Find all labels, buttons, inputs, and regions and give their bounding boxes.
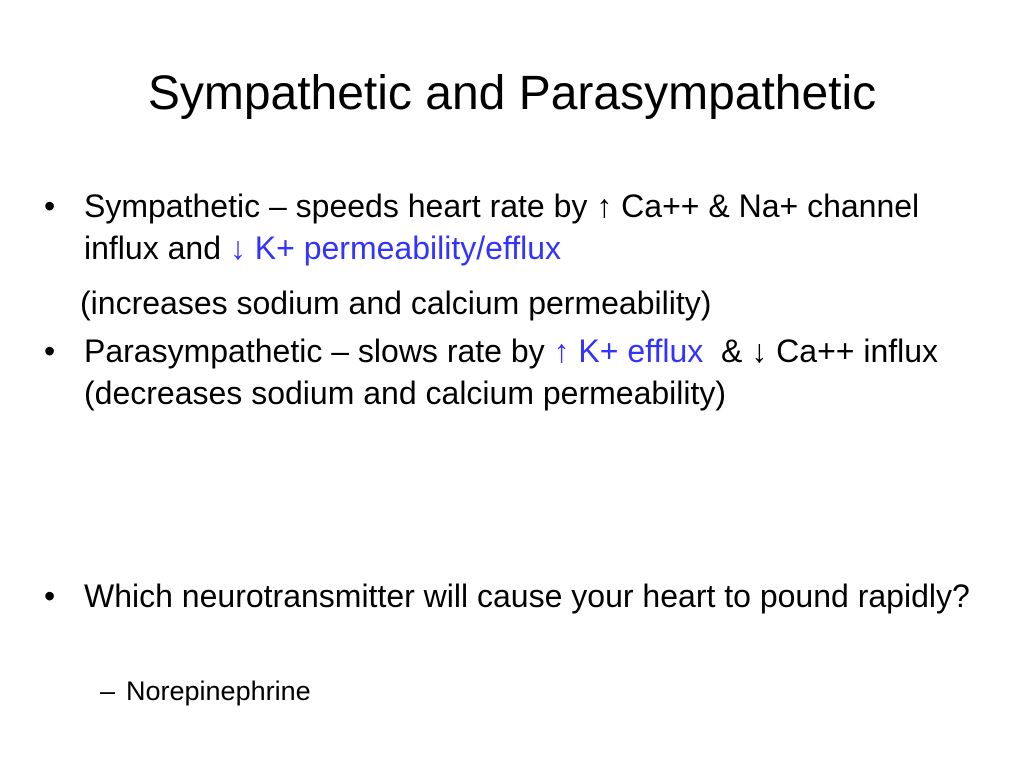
sympathetic-highlight: K+ permeability/efflux bbox=[245, 230, 561, 266]
bullet-sympathetic bbox=[44, 185, 994, 269]
bullet-icon: • bbox=[44, 578, 56, 614]
bullet-sympathetic-text bbox=[84, 185, 994, 269]
parasympathetic-text-part1: Parasympathetic – slows rate by bbox=[84, 333, 554, 369]
down-arrow-icon: ↓ bbox=[229, 230, 246, 266]
dash-bullet-icon: – bbox=[100, 676, 116, 706]
bullet-parasympathetic-text bbox=[84, 330, 994, 414]
parasympathetic-highlight: K+ efflux bbox=[569, 333, 704, 369]
sub-bullet-answer bbox=[100, 674, 311, 708]
answer-text: Norepinephrine bbox=[126, 676, 311, 706]
parasympathetic-text-part3: Ca++ influx (decreases sodium and calcium permeability) bbox=[84, 333, 939, 411]
sympathetic-text-part1: Sympathetic – speeds heart rate by bbox=[84, 188, 597, 224]
bullet-question bbox=[44, 575, 994, 617]
up-arrow-icon: ↑ bbox=[596, 188, 613, 224]
sympathetic-text-part2: Ca++ & Na+ channel influx and bbox=[84, 188, 920, 266]
slide-title: Sympathetic and Parasympathetic bbox=[147, 67, 877, 120]
bullet-parasympathetic bbox=[44, 330, 994, 414]
up-arrow-icon: ↑ bbox=[553, 333, 570, 369]
down-arrow-icon: ↓ bbox=[751, 333, 768, 369]
sympathetic-continuation: (increases sodium and calcium permeability) bbox=[80, 285, 712, 321]
parasympathetic-text-part2: & bbox=[703, 333, 752, 369]
bullet-icon: • bbox=[44, 333, 56, 369]
question-text: Which neurotransmitter will cause your heart to pound rapidly? bbox=[84, 578, 970, 614]
bullet-icon: • bbox=[44, 188, 56, 224]
